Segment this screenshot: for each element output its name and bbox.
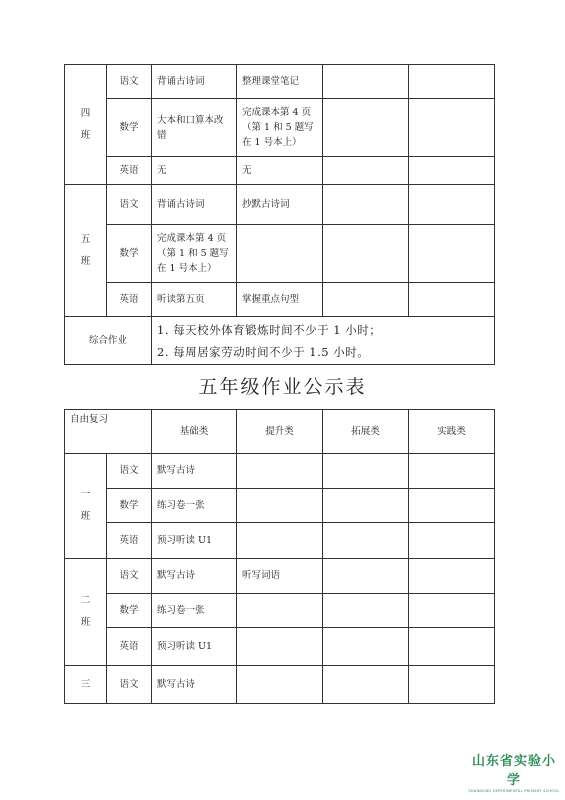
subject-cell: 数学 (107, 99, 152, 157)
table-row (65, 489, 495, 523)
table-row (65, 225, 495, 283)
subject-cell: 数学 (107, 225, 152, 283)
subject-cell: 语文 (107, 185, 152, 225)
table-row (65, 666, 495, 704)
table-row (65, 99, 495, 157)
subject-cell: 语文 (107, 454, 152, 489)
task-cell (409, 666, 495, 704)
task-cell (323, 185, 409, 225)
table-row (65, 523, 495, 559)
task-cell (323, 454, 409, 489)
table-row (65, 594, 495, 628)
task-cell: 练习卷一张 (152, 489, 237, 523)
task-cell (409, 489, 495, 523)
task-cell: 无 (152, 157, 237, 185)
task-cell (323, 594, 409, 628)
table-row (65, 454, 495, 489)
task-cell (237, 523, 323, 559)
subject-cell: 语文 (107, 666, 152, 704)
task-cell (323, 559, 409, 594)
task-cell: 抄默古诗词 (237, 185, 323, 225)
task-cell (323, 99, 409, 157)
task-cell (323, 157, 409, 185)
comprehensive-tasks (152, 317, 495, 365)
task-cell: 预习听读 U1 (152, 628, 237, 666)
table-row (65, 65, 495, 99)
subject-cell: 英语 (107, 283, 152, 317)
task-cell: 背诵古诗词 (152, 65, 237, 99)
task-cell (323, 666, 409, 704)
column-header: 拓展类 (323, 410, 409, 454)
task-cell (323, 523, 409, 559)
comprehensive-line-1: 1. 每天校外体育锻炼时间不少于 1 小时； (157, 322, 382, 337)
task-cell: 无 (237, 157, 323, 185)
comprehensive-label: 综合作业 (65, 317, 152, 365)
table-row (65, 317, 495, 365)
table-row (65, 157, 495, 185)
subject-cell: 英语 (107, 523, 152, 559)
task-cell (323, 65, 409, 99)
task-cell (409, 559, 495, 594)
class-label-5: 五 班 (65, 185, 107, 317)
task-cell: 默写古诗 (152, 454, 237, 489)
subject-cell: 语文 (107, 65, 152, 99)
header-row (65, 410, 495, 454)
table-row (65, 628, 495, 666)
task-cell: 掌握重点句型 (237, 283, 323, 317)
task-cell (237, 489, 323, 523)
task-cell (237, 628, 323, 666)
task-cell (323, 283, 409, 317)
homework-table-top (64, 64, 495, 365)
task-cell (409, 185, 495, 225)
table-row (65, 559, 495, 594)
task-cell: 默写古诗 (152, 666, 237, 704)
subject-cell: 英语 (107, 157, 152, 185)
task-cell: 默写古诗 (152, 559, 237, 594)
task-cell (237, 666, 323, 704)
column-header: 实践类 (409, 410, 495, 454)
task-cell (237, 454, 323, 489)
task-cell (237, 225, 323, 283)
column-header: 基础类 (152, 410, 237, 454)
task-cell (323, 489, 409, 523)
task-cell (409, 65, 495, 99)
task-cell (409, 594, 495, 628)
task-cell: 背诵古诗词 (152, 185, 237, 225)
task-cell (409, 523, 495, 559)
column-header: 提升类 (237, 410, 323, 454)
task-cell (409, 157, 495, 185)
subject-cell: 数学 (107, 489, 152, 523)
task-cell (237, 594, 323, 628)
class-label-2: 二 班 (65, 559, 107, 666)
task-cell (409, 454, 495, 489)
school-logo-english: SHANDONG EXPERIMENTAL PRIMARY SCHOOL (468, 789, 560, 793)
corner-cell: 自由复习 (65, 410, 152, 454)
task-cell: 练习卷一张 (152, 594, 237, 628)
subject-cell: 数学 (107, 594, 152, 628)
task-cell: 完成课本第 4 页（第 1 和 5 题写在 1 号本上） (237, 99, 323, 157)
page-title: 五年级作业公示表 (198, 376, 367, 398)
subject-cell: 语文 (107, 559, 152, 594)
task-cell (409, 283, 495, 317)
task-cell (323, 225, 409, 283)
task-cell: 完成课本第 4 页（第 1 和 5 题写在 1 号本上） (152, 225, 237, 283)
task-cell: 整理课堂笔记 (237, 65, 323, 99)
class-label-4: 四 班 (65, 65, 107, 185)
task-cell: 听读第五页 (152, 283, 237, 317)
task-cell (409, 225, 495, 283)
table-row (65, 283, 495, 317)
school-logo-chinese: 山东省实验小学 (471, 754, 556, 788)
class-label-3: 三 (65, 666, 107, 704)
table-row (65, 185, 495, 225)
task-cell (409, 628, 495, 666)
subject-cell: 英语 (107, 628, 152, 666)
task-cell: 大本和口算本改错 (152, 99, 237, 157)
school-logo (468, 750, 560, 793)
class-label-1: 一 班 (65, 454, 107, 559)
task-cell (323, 628, 409, 666)
homework-table-bottom (64, 409, 495, 704)
comprehensive-line-2: 2. 每周居家劳动时间不少于 1.5 小时。 (157, 344, 370, 359)
task-cell (409, 99, 495, 157)
task-cell: 预习听读 U1 (152, 523, 237, 559)
task-cell: 听写词语 (237, 559, 323, 594)
